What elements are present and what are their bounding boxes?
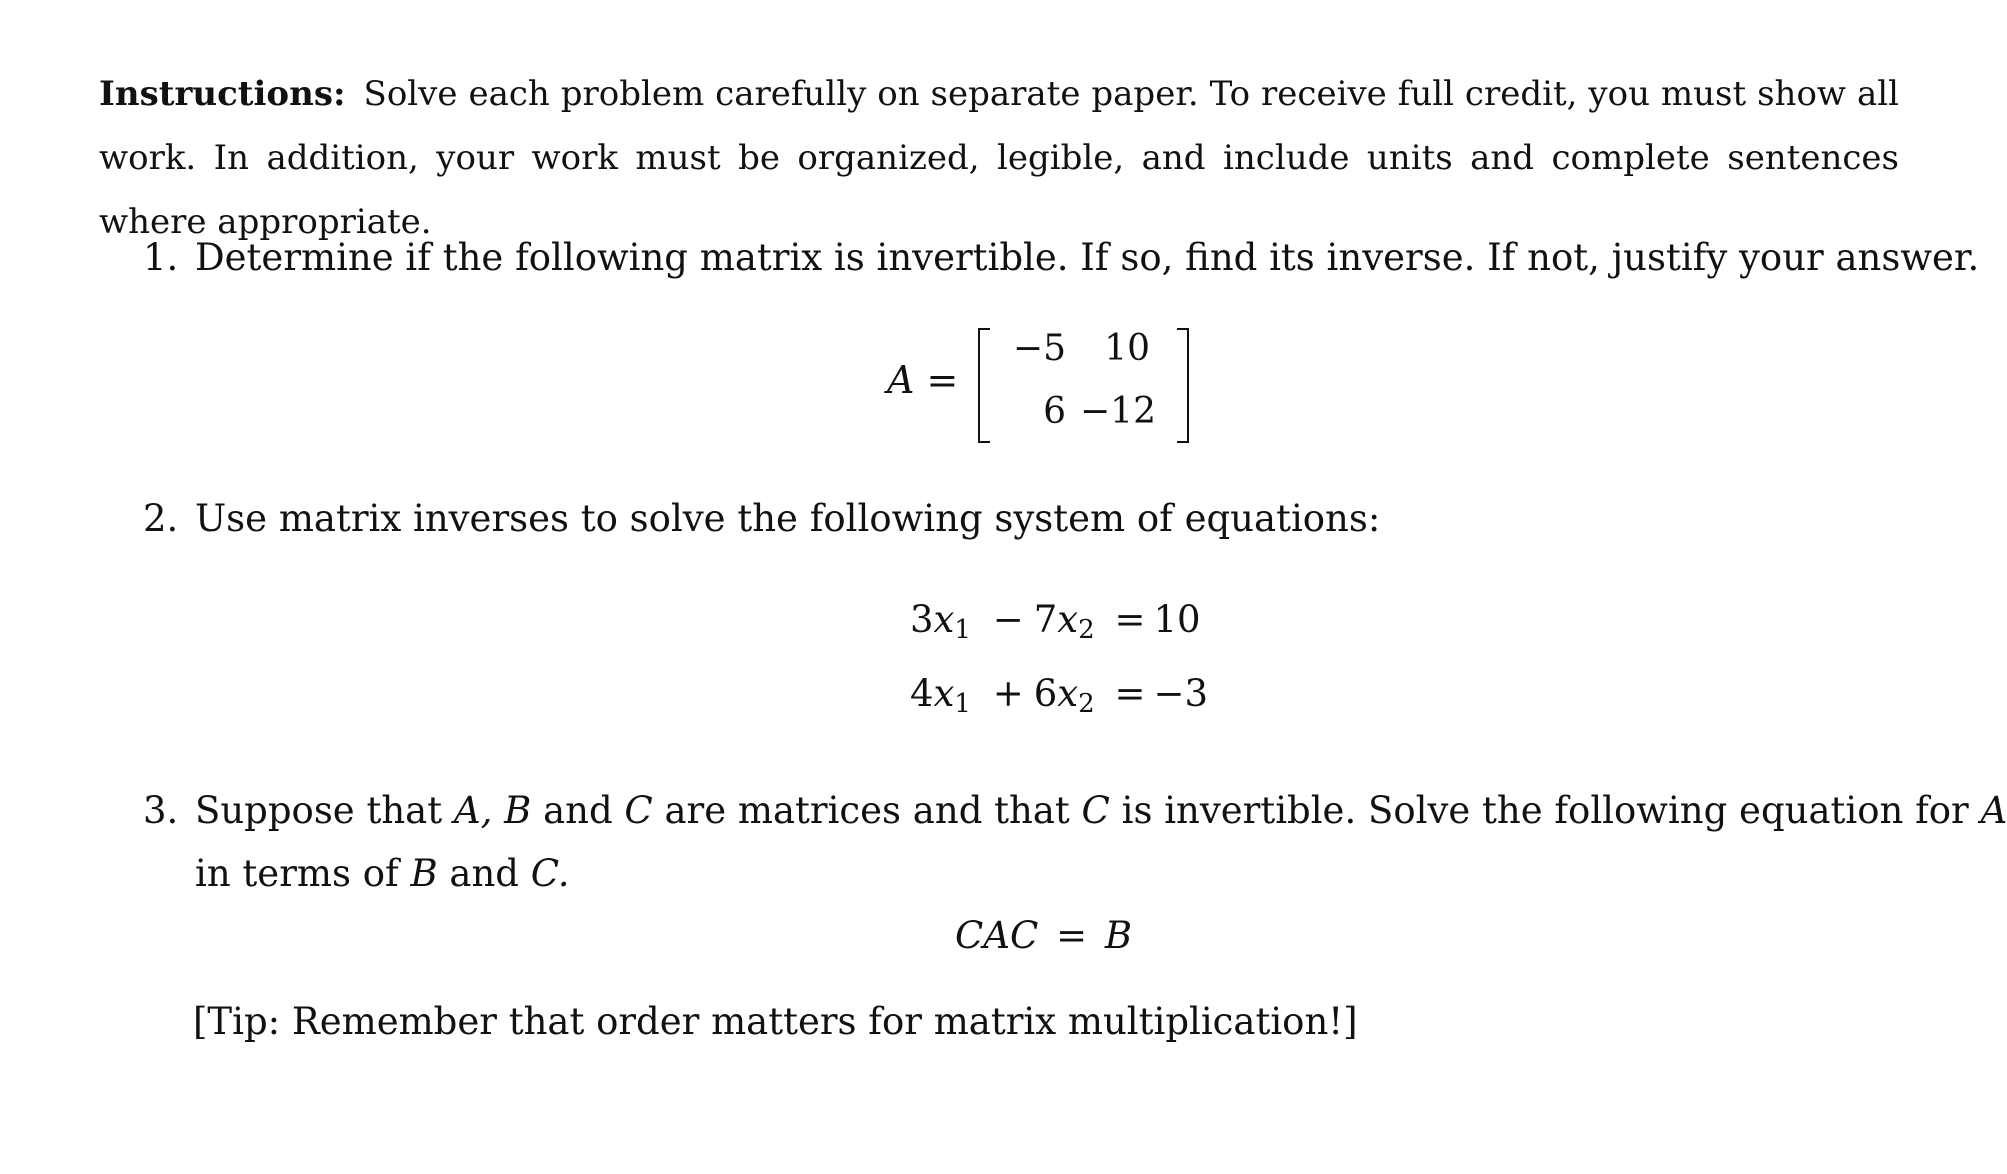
cac-lhs: CAC (955, 914, 1039, 957)
problem-1-text: Determine if the following matrix is invertible. If so, find its inverse. If not, justify your answer. (195, 236, 1980, 279)
eq1-equals: = (1114, 598, 1146, 641)
eq1-var1: x (933, 598, 955, 641)
p3-text-2c: and (449, 852, 519, 895)
eq2-operator: + (992, 672, 1024, 715)
problem-2-number: 2. (143, 497, 179, 540)
eq1-sub2: 2 (1078, 615, 1095, 645)
p3-var-b: B (410, 852, 438, 895)
matrix-right-bracket (1177, 328, 1189, 443)
eq2-rhs: −3 (1153, 672, 1209, 715)
p3-var-a: A (1980, 789, 2007, 832)
eq2-var1: x (933, 672, 955, 715)
eq1-sub1: 1 (954, 615, 971, 645)
eq2-equals: = (1114, 672, 1146, 715)
problem-2 (143, 497, 1380, 540)
eq1-operator: − (992, 598, 1024, 641)
matrix-a (978, 328, 1189, 441)
matrix-cell-r1c1: −5 (1012, 328, 1066, 369)
eq2-coef1: 4 (910, 672, 934, 715)
matrix-cell-r2c2: −12 (1080, 391, 1156, 432)
problem-1 (143, 236, 1979, 279)
p3-text-b: and (543, 789, 613, 832)
cac-rhs: B (1104, 914, 1133, 957)
p3-var-c: C (624, 789, 653, 832)
matrix-left-bracket (978, 328, 990, 443)
eq1-coef1: 3 (910, 598, 934, 641)
instructions-label: Instructions: (99, 74, 346, 114)
matrix-cell-r2c1: 6 (1043, 391, 1066, 432)
p3-var-c3: C. (530, 852, 570, 895)
equation-cac (955, 914, 1132, 957)
tip-text: [Tip: Remember that order matters for matrix multiplication!] (193, 1000, 1358, 1043)
p3-text-2a: in terms of (195, 852, 399, 895)
cac-equals: = (1056, 914, 1088, 957)
eq2-coef2: 6 (1033, 672, 1058, 715)
instructions-paragraph (99, 62, 1899, 254)
instructions-text: Solve each problem carefully on separate paper. To receive full credit, you must show all work. In addition, your work must be organized, legible, and include units and complete sentences where appropriate. (99, 74, 1899, 242)
equation-1 (910, 598, 1201, 645)
eq1-coef2: 7 (1033, 598, 1058, 641)
equation-2 (910, 672, 1208, 719)
eq2-sub1: 1 (954, 689, 971, 719)
matrix-label-text: A = (887, 358, 959, 402)
p3-var-c2: C (1081, 789, 1110, 832)
p3-text-a: Suppose that (195, 789, 443, 832)
eq2-var2: x (1057, 672, 1079, 715)
problem-3-number: 3. (143, 789, 179, 832)
problem-3-line-2 (195, 852, 570, 895)
p3-text-f: is invertible. Solve the following equation for (1121, 789, 1969, 832)
p3-text-d: are matrices and that (664, 789, 1070, 832)
p3-vars-ab: A, B (453, 789, 532, 832)
eq1-rhs: 10 (1153, 598, 1201, 641)
eq1-var2: x (1057, 598, 1079, 641)
matrix-cell-r1c2: 10 (1104, 328, 1150, 369)
problem-3-line-1 (143, 789, 2007, 832)
eq2-sub2: 2 (1078, 689, 1095, 719)
problem-2-text: Use matrix inverses to solve the following system of equations: (195, 497, 1381, 540)
matrix-label (887, 358, 958, 402)
problem-1-number: 1. (143, 236, 179, 279)
